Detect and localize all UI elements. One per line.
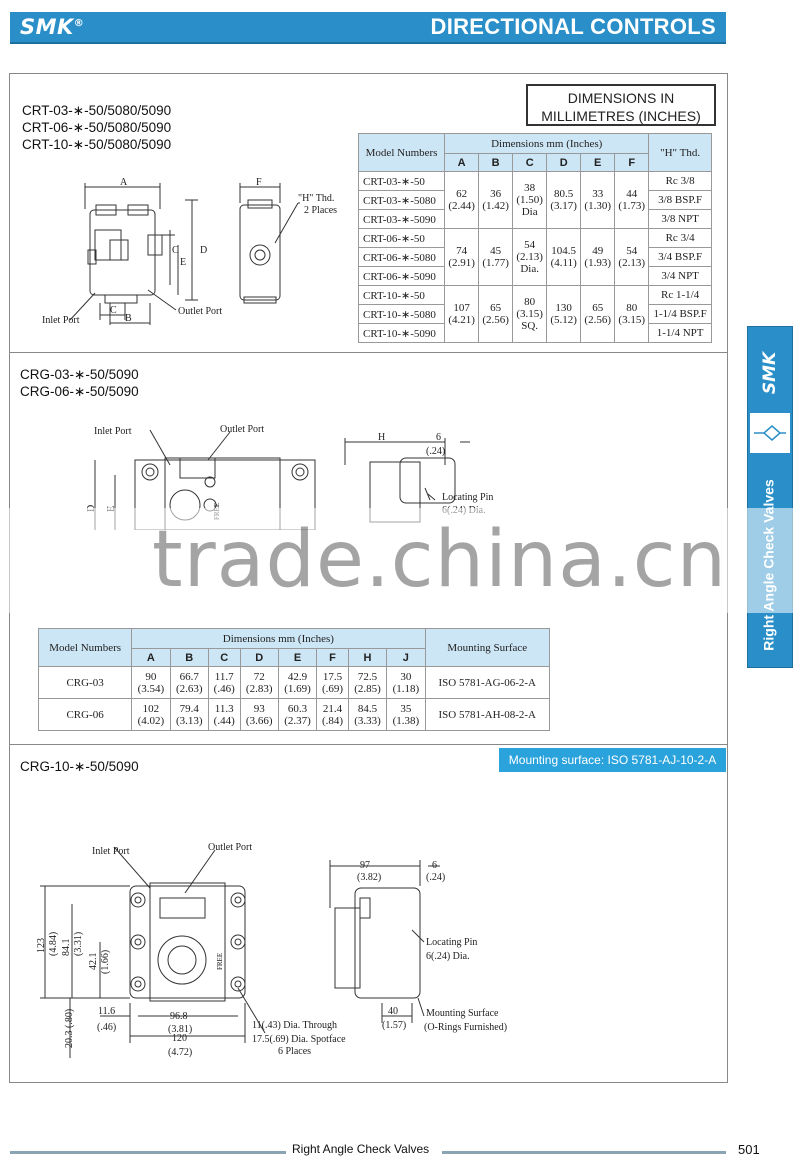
col-d: D <box>240 649 278 667</box>
svg-text:(.24): (.24) <box>426 446 446 457</box>
col-j: J <box>387 649 425 667</box>
col-h-thread: "H" Thd. <box>649 134 712 172</box>
crg-10-drawing <box>20 838 540 1063</box>
crg-model-list: CRG-03-∗-50/5090 CRG-06-∗-50/5090 <box>20 367 139 399</box>
col-e: E <box>581 154 615 172</box>
table-row: CRT-03-∗-5080 3/8 BSP.F <box>359 191 712 210</box>
svg-text:40: 40 <box>388 1006 398 1017</box>
col-h: H <box>348 649 386 667</box>
crg-10-model: CRG-10-∗-50/5090 <box>20 759 139 774</box>
svg-text:D: D <box>200 245 208 256</box>
side-tab <box>747 326 793 668</box>
footer-title: Right Angle Check Valves <box>292 1142 430 1156</box>
col-e: E <box>278 649 316 667</box>
footer-rule-left <box>10 1151 286 1154</box>
svg-text:6: 6 <box>436 432 441 443</box>
page-header <box>10 12 726 44</box>
svg-text:42.1: 42.1 <box>88 952 99 970</box>
crt-dimension-table <box>358 133 712 343</box>
table-row: CRT-03-∗-5090 3/8 NPT <box>359 210 712 229</box>
check-valve-symbol-icon <box>750 413 790 453</box>
svg-text:(O-Rings Furnished): (O-Rings Furnished) <box>424 1022 508 1033</box>
svg-text:"H" Thd.: "H" Thd. <box>298 193 335 204</box>
svg-text:Outlet Port: Outlet Port <box>178 306 223 317</box>
col-mounting-surface: Mounting Surface <box>425 629 549 667</box>
svg-text:6: 6 <box>432 860 437 871</box>
svg-text:Inlet Port: Inlet Port <box>92 846 130 857</box>
watermark: trade.china.cn <box>152 515 728 605</box>
table-row: CRT-10-∗-5090 1-1/4 NPT <box>359 324 712 343</box>
svg-text:(.24): (.24) <box>426 872 446 883</box>
svg-text:F: F <box>256 177 262 188</box>
svg-text:SMK: SMK <box>760 351 780 395</box>
svg-text:Inlet Port: Inlet Port <box>94 426 132 437</box>
col-b: B <box>479 154 513 172</box>
col-c: C <box>208 649 240 667</box>
table-row: CRT-06-∗-5080 3/4 BSP.F <box>359 248 712 267</box>
svg-text:(3.31): (3.31) <box>73 931 84 956</box>
mounting-surface-banner: Mounting surface: ISO 5781-AJ-10-2-A <box>499 748 726 772</box>
svg-text:FREE: FREE <box>216 952 224 970</box>
crg-dimension-table <box>38 628 550 731</box>
col-f: F <box>615 154 649 172</box>
svg-text:Inlet Port: Inlet Port <box>42 315 80 326</box>
svg-text:A: A <box>120 177 128 188</box>
col-model-numbers: Model Numbers <box>39 629 132 667</box>
svg-text:17.5(.69) Dia. Spotface: 17.5(.69) Dia. Spotface <box>252 1034 346 1045</box>
col-a: A <box>132 649 170 667</box>
crt-drawing <box>30 175 360 330</box>
svg-text:(3.82): (3.82) <box>357 872 382 883</box>
svg-text:(4.84): (4.84) <box>48 931 59 956</box>
header-title: DIRECTIONAL CONTROLS <box>430 14 716 39</box>
svg-text:120: 120 <box>172 1033 187 1044</box>
svg-text:C: C <box>110 305 117 316</box>
side-logo <box>748 343 792 403</box>
table-row: CRT-06-∗-50 74 (2.91) 45 (1.77) 54 (2.13) Dia. 104.5 (4.11) 49 (1.93) 54 (2.13) Rc 3/4 <box>359 229 712 248</box>
svg-text:Locating Pin: Locating Pin <box>442 492 494 503</box>
svg-text:(1.57): (1.57) <box>382 1020 407 1031</box>
svg-text:(4.72): (4.72) <box>168 1047 193 1058</box>
svg-text:(1.66): (1.66) <box>100 949 111 974</box>
svg-text:H: H <box>378 432 386 443</box>
smk-logo: SMK® <box>20 15 85 39</box>
col-d: D <box>547 154 581 172</box>
crt-model-list: CRT-03-∗-50/5080/5090 CRT-06-∗-50/5080/5090 CRT-10-∗-50/5080/5090 <box>22 103 172 152</box>
table-row: CRT-06-∗-5090 3/4 NPT <box>359 267 712 286</box>
svg-text:E: E <box>180 257 187 268</box>
svg-text:2 Places: 2 Places <box>304 205 338 216</box>
svg-text:20.3 (.80): 20.3 (.80) <box>64 1008 75 1048</box>
svg-text:B: B <box>125 313 132 324</box>
svg-text:6 Places: 6 Places <box>278 1046 312 1057</box>
svg-text:123: 123 <box>36 938 47 953</box>
svg-text:(3.81): (3.81) <box>168 1024 193 1035</box>
svg-text:C: C <box>172 245 179 256</box>
table-row: CRG-03 90 (3.54) 66.7 (2.63) 11.7 (.46) 72 (2.83) 42.9 (1.69) 17.5 (.69) 72.5 (2.85) 30 (1.18) ISO 5781-AG-06-2-A <box>39 667 550 699</box>
svg-text:11(.43) Dia. Through: 11(.43) Dia. Through <box>252 1020 337 1031</box>
col-f: F <box>317 649 349 667</box>
footer-rule-right <box>442 1151 726 1154</box>
page-number: 501 <box>738 1142 760 1157</box>
table-row: CRT-10-∗-5080 1-1/4 BSP.F <box>359 305 712 324</box>
svg-text:84.1: 84.1 <box>61 938 72 956</box>
svg-text:96.8: 96.8 <box>170 1011 188 1022</box>
col-b: B <box>170 649 208 667</box>
svg-text:Mounting Surface: Mounting Surface <box>426 1008 499 1019</box>
col-dimensions: Dimensions mm (Inches) <box>132 629 425 649</box>
table-row: CRT-10-∗-50 107 (4.21) 65 (2.56) 80 (3.15) SQ. 130 (5.12) 65 (2.56) 80 (3.15) Rc 1-1/4 <box>359 286 712 305</box>
table-row: CRT-03-∗-50 62 (2.44) 36 (1.42) 38 (1.50) Dia 80.5 (3.17) 33 (1.30) 44 (1.73) Rc 3/8 <box>359 172 712 191</box>
dimensions-units-box: DIMENSIONS IN MILLIMETRES (INCHES) <box>526 84 716 126</box>
svg-text:Locating Pin: Locating Pin <box>426 937 478 948</box>
col-c: C <box>513 154 547 172</box>
svg-text:11.6: 11.6 <box>98 1006 116 1017</box>
col-dimensions: Dimensions mm (Inches) <box>445 134 649 154</box>
svg-text:(.46): (.46) <box>97 1022 117 1033</box>
svg-text:Outlet Port: Outlet Port <box>208 842 253 853</box>
col-a: A <box>445 154 479 172</box>
svg-text:97: 97 <box>360 860 370 871</box>
col-model-numbers: Model Numbers <box>359 134 445 172</box>
svg-text:Outlet Port: Outlet Port <box>220 424 265 435</box>
table-row: CRG-06 102 (4.02) 79.4 (3.13) 11.3 (.44) 93 (3.66) 60.3 (2.37) 21.4 (.84) 84.5 (3.33) 35 (1.38) ISO 5781-AH-08-2-A <box>39 699 550 731</box>
svg-text:6(.24) Dia.: 6(.24) Dia. <box>426 951 470 962</box>
